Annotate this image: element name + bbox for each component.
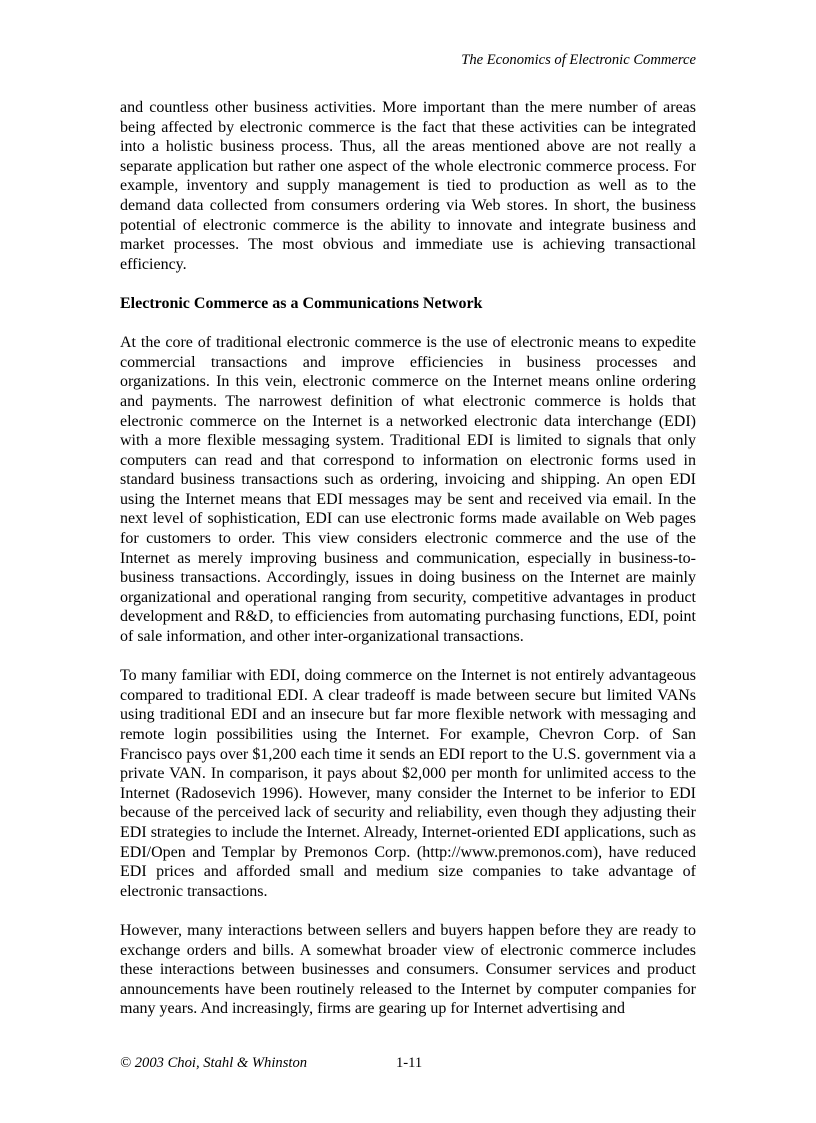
page-footer (120, 1055, 696, 1075)
document-body (120, 98, 696, 1039)
footer-page-number: 1-11 (396, 1055, 423, 1071)
paragraph-core-definition: At the core of traditional electronic commerce is the use of electronic means to expedite commercial transactions and improve efficiencies in business processes and organizations. In this vein, electronic commerce on the Internet means online ordering and payments. The narrowest definition of what electronic commerce is holds that electronic commerce on the Internet is a networked electronic data interchange (EDI) with a more flexible messaging system. Traditional EDI is limited to signals that only computers can read and that correspond to information on electronic forms used in standard business transactions such as ordering, invoicing and shipping. An open EDI using the Internet means that EDI messages may be sent and received via email. In the next level of sophistication, EDI can use electronic forms made available on Web pages for customers to order. This view considers electronic commerce and the use of the Internet as merely improving business and communication, especially in business-to-business transactions. Accordingly, issues in doing business on the Internet are mainly organizational and operational ranging from security, competitive advantages in product development and R&D, to efficiencies from automating purchasing functions, EDI, point of sale information, and other inter-organizational transactions. (120, 334, 696, 646)
footer-copyright: © 2003 Choi, Stahl & Whinston (120, 1055, 308, 1071)
paragraph-edi-tradeoff: To many familiar with EDI, doing commerce on the Internet is not entirely advantageous compared to traditional EDI. A clear tradeoff is made between secure but limited VANs using traditional EDI and an insecure but far more flexible network with messaging and remote login possibilities using the Internet. For example, Chevron Corp. of San Francisco pays over $1,200 each time it sends an EDI report to the U.S. government via a private VAN. In comparison, it pays about $2,000 per month for unlimited access to the Internet (Radosevich 1996). However, many consider the Internet to be inferior to EDI because of the perceived lack of security and reliability, even though they adjusting their EDI strategies to include the Internet. Already, Internet-oriented EDI applications, such as EDI/Open and Templar by Premonos Corp. (http://www.premonos.com), have reduced EDI prices and afforded small and medium size companies to take advantage of electronic transactions. (120, 667, 696, 900)
section-heading: Electronic Commerce as a Communications Network (120, 294, 483, 312)
running-header-title: The Economics of Electronic Commerce (461, 52, 696, 68)
paragraph-broader-view: However, many interactions between sellers and buyers happen before they are ready to exchange orders and bills. A somewhat broader view of electronic commerce includes these interactions between businesses and consumers. Consumer services and product announcements have been routinely released to the Internet by computer companies for many years. And increasingly, firms are gearing up for Internet advertising and (120, 921, 696, 1018)
paragraph-continuation: and countless other business activities. More important than the mere number of areas being affected by electronic commerce is the fact that these activities can be integrated into a holistic business process. Thus, all the areas mentioned above are not really a separate application but rather one aspect of the whole electronic commerce process. For example, inventory and supply management is tied to production as well as to the demand data collected from consumers ordering via Web stores. In short, the business potential of electronic commerce is the ability to innovate and integrate business and market processes. The most obvious and immediate use is achieving transactional efficiency. (120, 99, 696, 273)
